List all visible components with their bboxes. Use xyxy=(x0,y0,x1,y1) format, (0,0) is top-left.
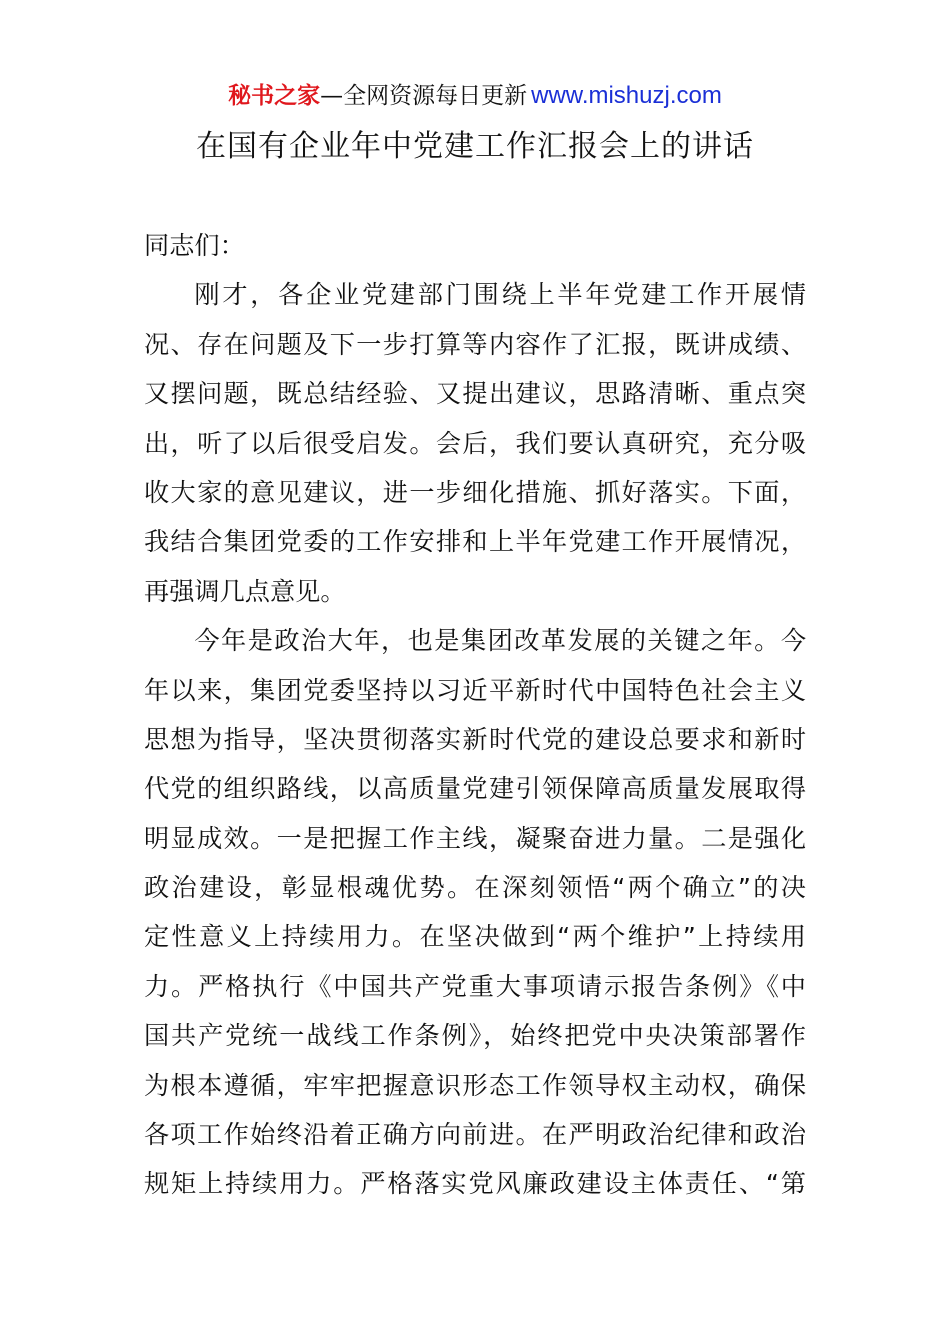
paragraph-2 xyxy=(144,616,806,1209)
paragraph-line: 力。严格执行《中国共产党重大事项请示报告条例》《中 xyxy=(144,971,806,1001)
document-title: 在国有企业年中党建工作汇报会上的讲话 xyxy=(196,129,754,164)
document-body xyxy=(144,221,806,1209)
paragraph-1 xyxy=(144,270,806,616)
paragraph-line: 刚才，各企业党建部门围绕上半年党建工作开展情 xyxy=(194,280,806,310)
site-header xyxy=(0,80,950,112)
paragraph-line: 再强调几点意见。 xyxy=(144,576,346,606)
paragraph-line: 又摆问题，既总结经验、又提出建议，思路清晰、重点突 xyxy=(144,379,806,409)
paragraph-line: 出，听了以后很受启发。会后，我们要认真研究，充分吸 xyxy=(144,428,806,458)
paragraph-line: 我结合集团党委的工作安排和上半年党建工作开展情况， xyxy=(144,527,806,557)
brand-name: 秘书之家 xyxy=(228,83,321,109)
header-tagline: —全网资源每日更新 xyxy=(320,83,528,109)
site-url-link[interactable]: www.mishuzj.com xyxy=(531,82,722,109)
paragraph-line: 明显成效。一是把握工作主线，凝聚奋进力量。二是强化 xyxy=(144,823,806,853)
paragraph-line: 今年是政治大年，也是集团改革发展的关键之年。今 xyxy=(194,626,806,656)
paragraph-line: 国共产党统一战线工作条例》，始终把党中央决策部署作 xyxy=(144,1021,806,1051)
paragraph-line: 年以来，集团党委坚持以习近平新时代中国特色社会主义 xyxy=(144,675,806,705)
paragraph-line: 收大家的意见建议，进一步细化措施、抓好落实。下面， xyxy=(144,477,806,507)
paragraph-line: 规矩上持续用力。严格落实党风廉政建设主体责任、“第 xyxy=(144,1169,806,1199)
paragraph-line: 况、存在问题及下一步打算等内容作了汇报，既讲成绩、 xyxy=(144,329,806,359)
paragraph-line: 定性意义上持续用力。在坚决做到“两个维护”上持续用 xyxy=(144,922,806,952)
paragraph-line: 各项工作始终沿着正确方向前进。在严明政治纪律和政治 xyxy=(144,1120,806,1150)
salutation: 同志们： xyxy=(144,231,245,260)
paragraph-line: 为根本遵循，牢牢把握意识形态工作领导权主动权，确保 xyxy=(144,1070,806,1100)
paragraph-line: 代党的组织路线，以高质量党建引领保障高质量发展取得 xyxy=(144,774,806,804)
paragraph-line: 思想为指导，坚决贯彻落实新时代党的建设总要求和新时 xyxy=(144,724,806,754)
paragraph-line: 政治建设，彰显根魂优势。在深刻领悟“两个确立”的决 xyxy=(144,873,806,903)
